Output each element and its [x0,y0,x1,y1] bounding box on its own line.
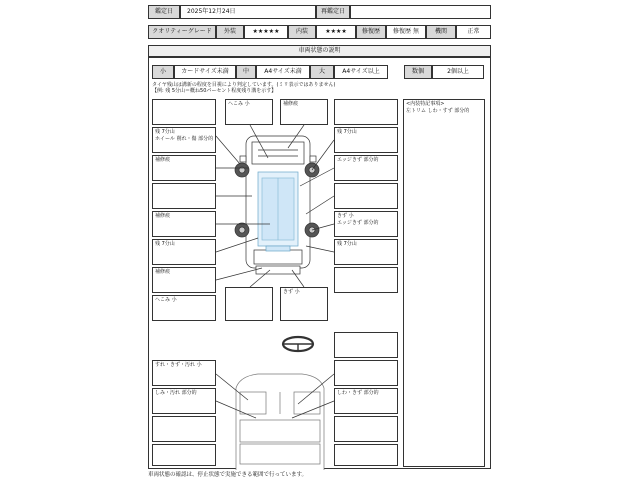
label-edge-scratch: エッジきず 部分的 [337,157,379,163]
label-rear-scratch: きず 小 [283,289,300,295]
count-value: 2個以上 [432,65,484,79]
size-medium-desc: A4サイズ未満 [256,65,310,79]
engine-function-label: 機関 [426,25,456,39]
repair-history-value: 修復歴 無 [386,25,426,39]
exterior-label: 外装 [216,25,244,39]
appraisal-date-label: 鑑定日 [148,5,180,19]
size-large-label: 大 [310,65,334,79]
repair-history-label: 修復歴 [356,25,386,39]
reappraisal-date-label: 再鑑定日 [316,5,350,19]
appraisal-date-value: 2025年12月24日 [180,5,316,19]
footer-note: 車両状態の確認は、停止状態で実施できる範囲で行っています。 [148,472,308,478]
label-left-repair-1: 補修痕 [155,157,171,163]
label-wheel-note: ホイール 削れ・傷 部分的 [155,136,214,142]
tire-note-2: 【例: 残 5分山＝概ね50パーセント程度残り溝を示す】 [152,88,277,94]
remarks-title: <内装特記事項> [406,101,445,107]
label-left-repair-3: 補修痕 [155,269,171,275]
label-front-left-tire: 残 7分山 [155,129,175,135]
size-large-desc: A4サイズ以上 [334,65,388,79]
count-label: 数個 [404,65,432,79]
label-interior-right-1: しわ・きず 部分的 [337,390,379,396]
label-front-right-tire: 残 7分山 [337,129,357,135]
label-rear-right-tire: 残 7分山 [337,241,357,247]
label-dent-small-bottom: へこみ 小 [155,297,177,303]
size-small-desc: カードサイズ未満 [174,65,236,79]
label-interior-left-2: しみ・汚れ 部分的 [155,390,197,396]
interior-label: 内装 [288,25,316,39]
remarks-text: 左トリム しわ・すず 部分的 [406,108,470,114]
size-small-label: 小 [152,65,174,79]
section-title: 車両状態の説明 [148,45,491,57]
engine-function-value: 正常 [456,25,491,39]
label-right-scratch-small: きず 小 [337,213,354,219]
tire-note-1: タイヤ残山は溝新の程度を目視により判定しています。(ミリ表示ではありません) [152,82,336,88]
label-rear-left-tire: 残 7分山 [155,241,175,247]
label-scratch-top: 補修痕 [283,101,299,107]
size-medium-label: 中 [236,65,256,79]
exterior-stars: ★★★★★ [244,25,288,39]
label-left-repair-2: 補修痕 [155,213,171,219]
label-right-edge-scratch: エッジきず 部分的 [337,220,379,226]
interior-stars: ★★★★ [316,25,356,39]
label-interior-left-1: すれ・きず・汚れ 小 [155,362,202,368]
label-dent-small-top: へこみ 小 [228,101,250,107]
quality-grade-label: クオリティーグレード [148,25,216,39]
